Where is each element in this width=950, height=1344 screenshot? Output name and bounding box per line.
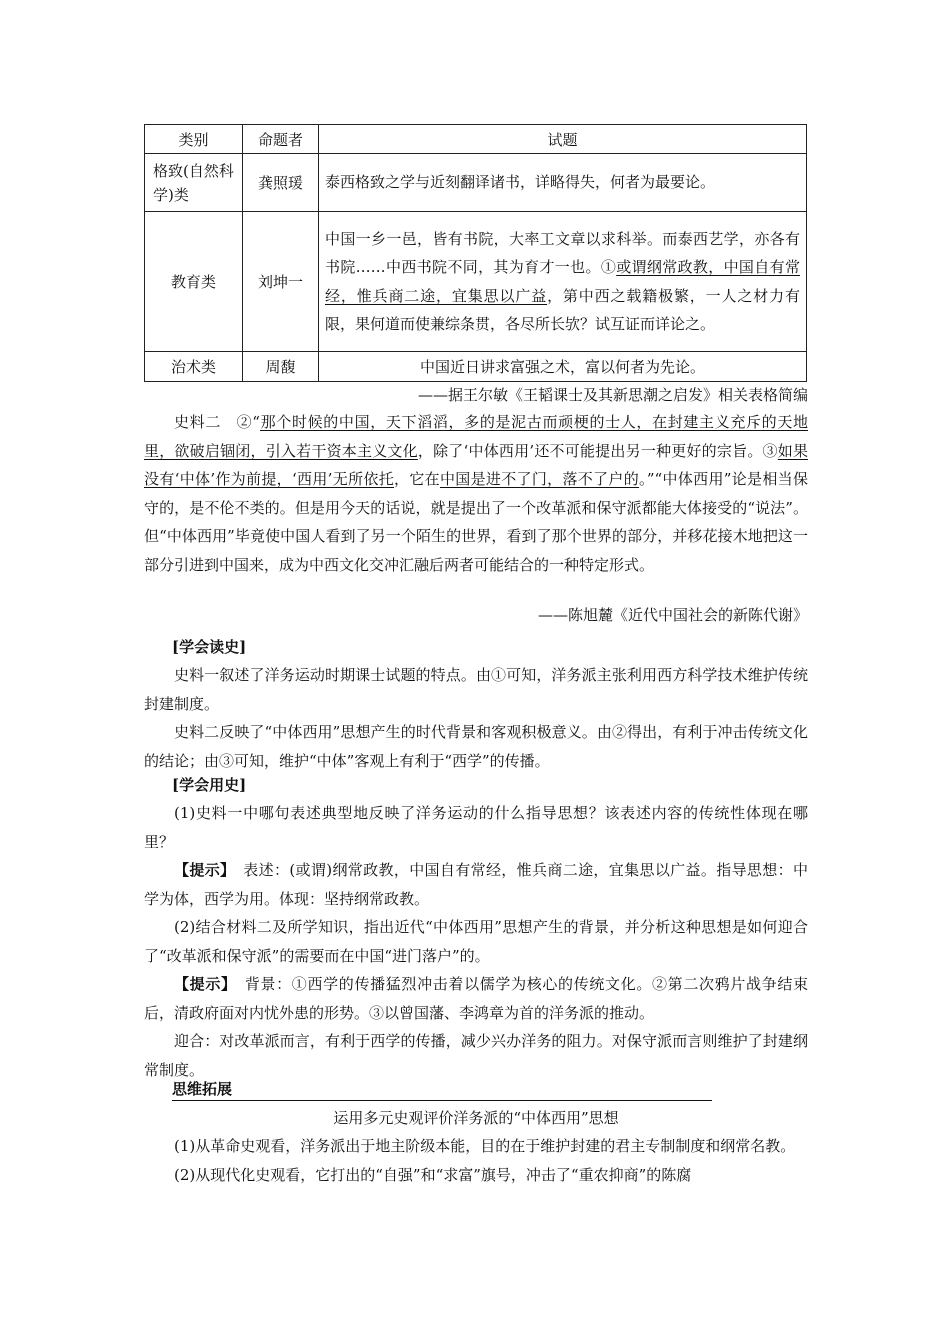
material-two-paragraph: 史料二 ②“那个时候的中国，天下滔滔，多的是泥古而顽梗的士人，在封建主义充斥的天地里，欲破启锢闭，引入若干资本主义文化，除了‘中体西用’还不可能提出另一种更好的宗旨。③如果没有‘中体’作为前提，‘西用’无所依托，它在中国是进不了门，落不了户的。”“中体西用”论是相当保守的，是不伦不类的。但是用今天的话说，就是提出了一个改革派和保守派都能大体接受的“说法”。但“中体西用”毕竟使中国人看到了另一个陌生的世界，看到了那个世界的部分，并移花接木地把这一部分引进到中国来，成为中西文化交冲汇融后两者可能结合的一种特定形式。 xyxy=(144,413,808,574)
table-source: ——据王尔敏《王韬课士及其新思潮之启发》相关表格简编 xyxy=(417,386,808,404)
table-header-row xyxy=(145,125,807,154)
row-author: 周馥 xyxy=(243,352,319,382)
header-question: 试题 xyxy=(319,125,807,154)
answer-two-continued: 迎合：对改革派而言，有利于西学的传播，减少兴办洋务的阻力。对保守派而言则维护了封建纲常制度。 xyxy=(144,1032,808,1079)
row-category: 格致(自然科学)类 xyxy=(145,154,243,212)
extension-heading: 思维拓展 xyxy=(172,1078,712,1101)
row-category: 教育类 xyxy=(145,212,243,352)
extension-content: (1)从革命史观看，洋务派出于地主阶级本能，目的在于维护封建的君主专制制度和纲常名教。 (2)从现代化史观看，它打出的“自强”和“求富”旗号，冲击了“重农抑商”的陈腐 xyxy=(174,1137,796,1184)
learn-read-content: 史料一叙述了洋务运动时期课士试题的特点。由①可知，洋务派主张利用西方科学技术维护传统封建制度。 史料二反映了“中体西用”思想产生的时代背景和客观积极意义。由②得出，有利于冲击传统文化的结论；由③可知，维护“中体”客观上有利于“西学”的传播。 xyxy=(144,666,808,770)
table-row xyxy=(145,212,807,352)
question-one: (1)史料一中哪句表述典型地反映了洋务运动的什么指导思想？该表述内容的传统性体现在哪里？ xyxy=(144,804,808,851)
question-two: (2)结合材料二及所学知识，指出近代“中体西用”思想产生的背景，并分析这种思想是如何迎合了“改革派和保守派”的需要而在中国“进门落户”的。 xyxy=(144,918,808,965)
learn-use-content xyxy=(144,799,808,1084)
table-row xyxy=(145,154,807,212)
row-question: 泰西格致之学与近刻翻译诸书，详略得失，何者为最要论。 xyxy=(319,154,807,212)
learn-use-heading: [学会用史] xyxy=(172,776,247,794)
annotation-marker: ① xyxy=(600,258,617,276)
row-author: 刘坤一 xyxy=(243,212,319,352)
underlined-quote: 或谓纲常政教，中国自有常经，惟兵商二途，宜集思以广益 xyxy=(325,258,800,305)
learn-read-heading: [学会读史] xyxy=(172,638,247,656)
answer-one: 【提示】 表述：(或谓)纲常政教，中国自有常经，惟兵商二途，宜集思以广益。指导思想：中学为体，西学为用。体现：坚持纲常政教。 xyxy=(144,861,808,908)
extension-title: 运用多元史观评价洋务派的“中体西用”思想 xyxy=(333,1109,619,1127)
exam-questions-table xyxy=(144,124,807,382)
row-question: 中国近日讲求富强之术，富以何者为先论。 xyxy=(319,352,807,382)
header-category: 类别 xyxy=(145,125,243,154)
material-two-source: ——陈旭麓《近代中国社会的新陈代谢》 xyxy=(537,606,808,624)
row-question: 中国一乡一邑，皆有书院，大率工文章以求科举。而泰西艺学，亦各有书院……中西书院不同，其为育才一也。①或谓纲常政教，中国自有常经，惟兵商二途，宜集思以广益，第中西之载籍极繁，一人之材力有限，果何道而使兼综条贯，各尽所长欤？试互证而详论之。 xyxy=(319,212,807,352)
answer-two: 【提示】 背景：①西学的传播猛烈冲击着以儒学为核心的传统文化。②第二次鸦片战争结束后，清政府面对内忧外患的形势。③以曾国藩、李鸿章为首的洋务派的推动。 xyxy=(144,975,808,1022)
row-category: 治术类 xyxy=(145,352,243,382)
table-row xyxy=(145,352,807,382)
header-author: 命题者 xyxy=(243,125,319,154)
row-author: 龚照瑗 xyxy=(243,154,319,212)
